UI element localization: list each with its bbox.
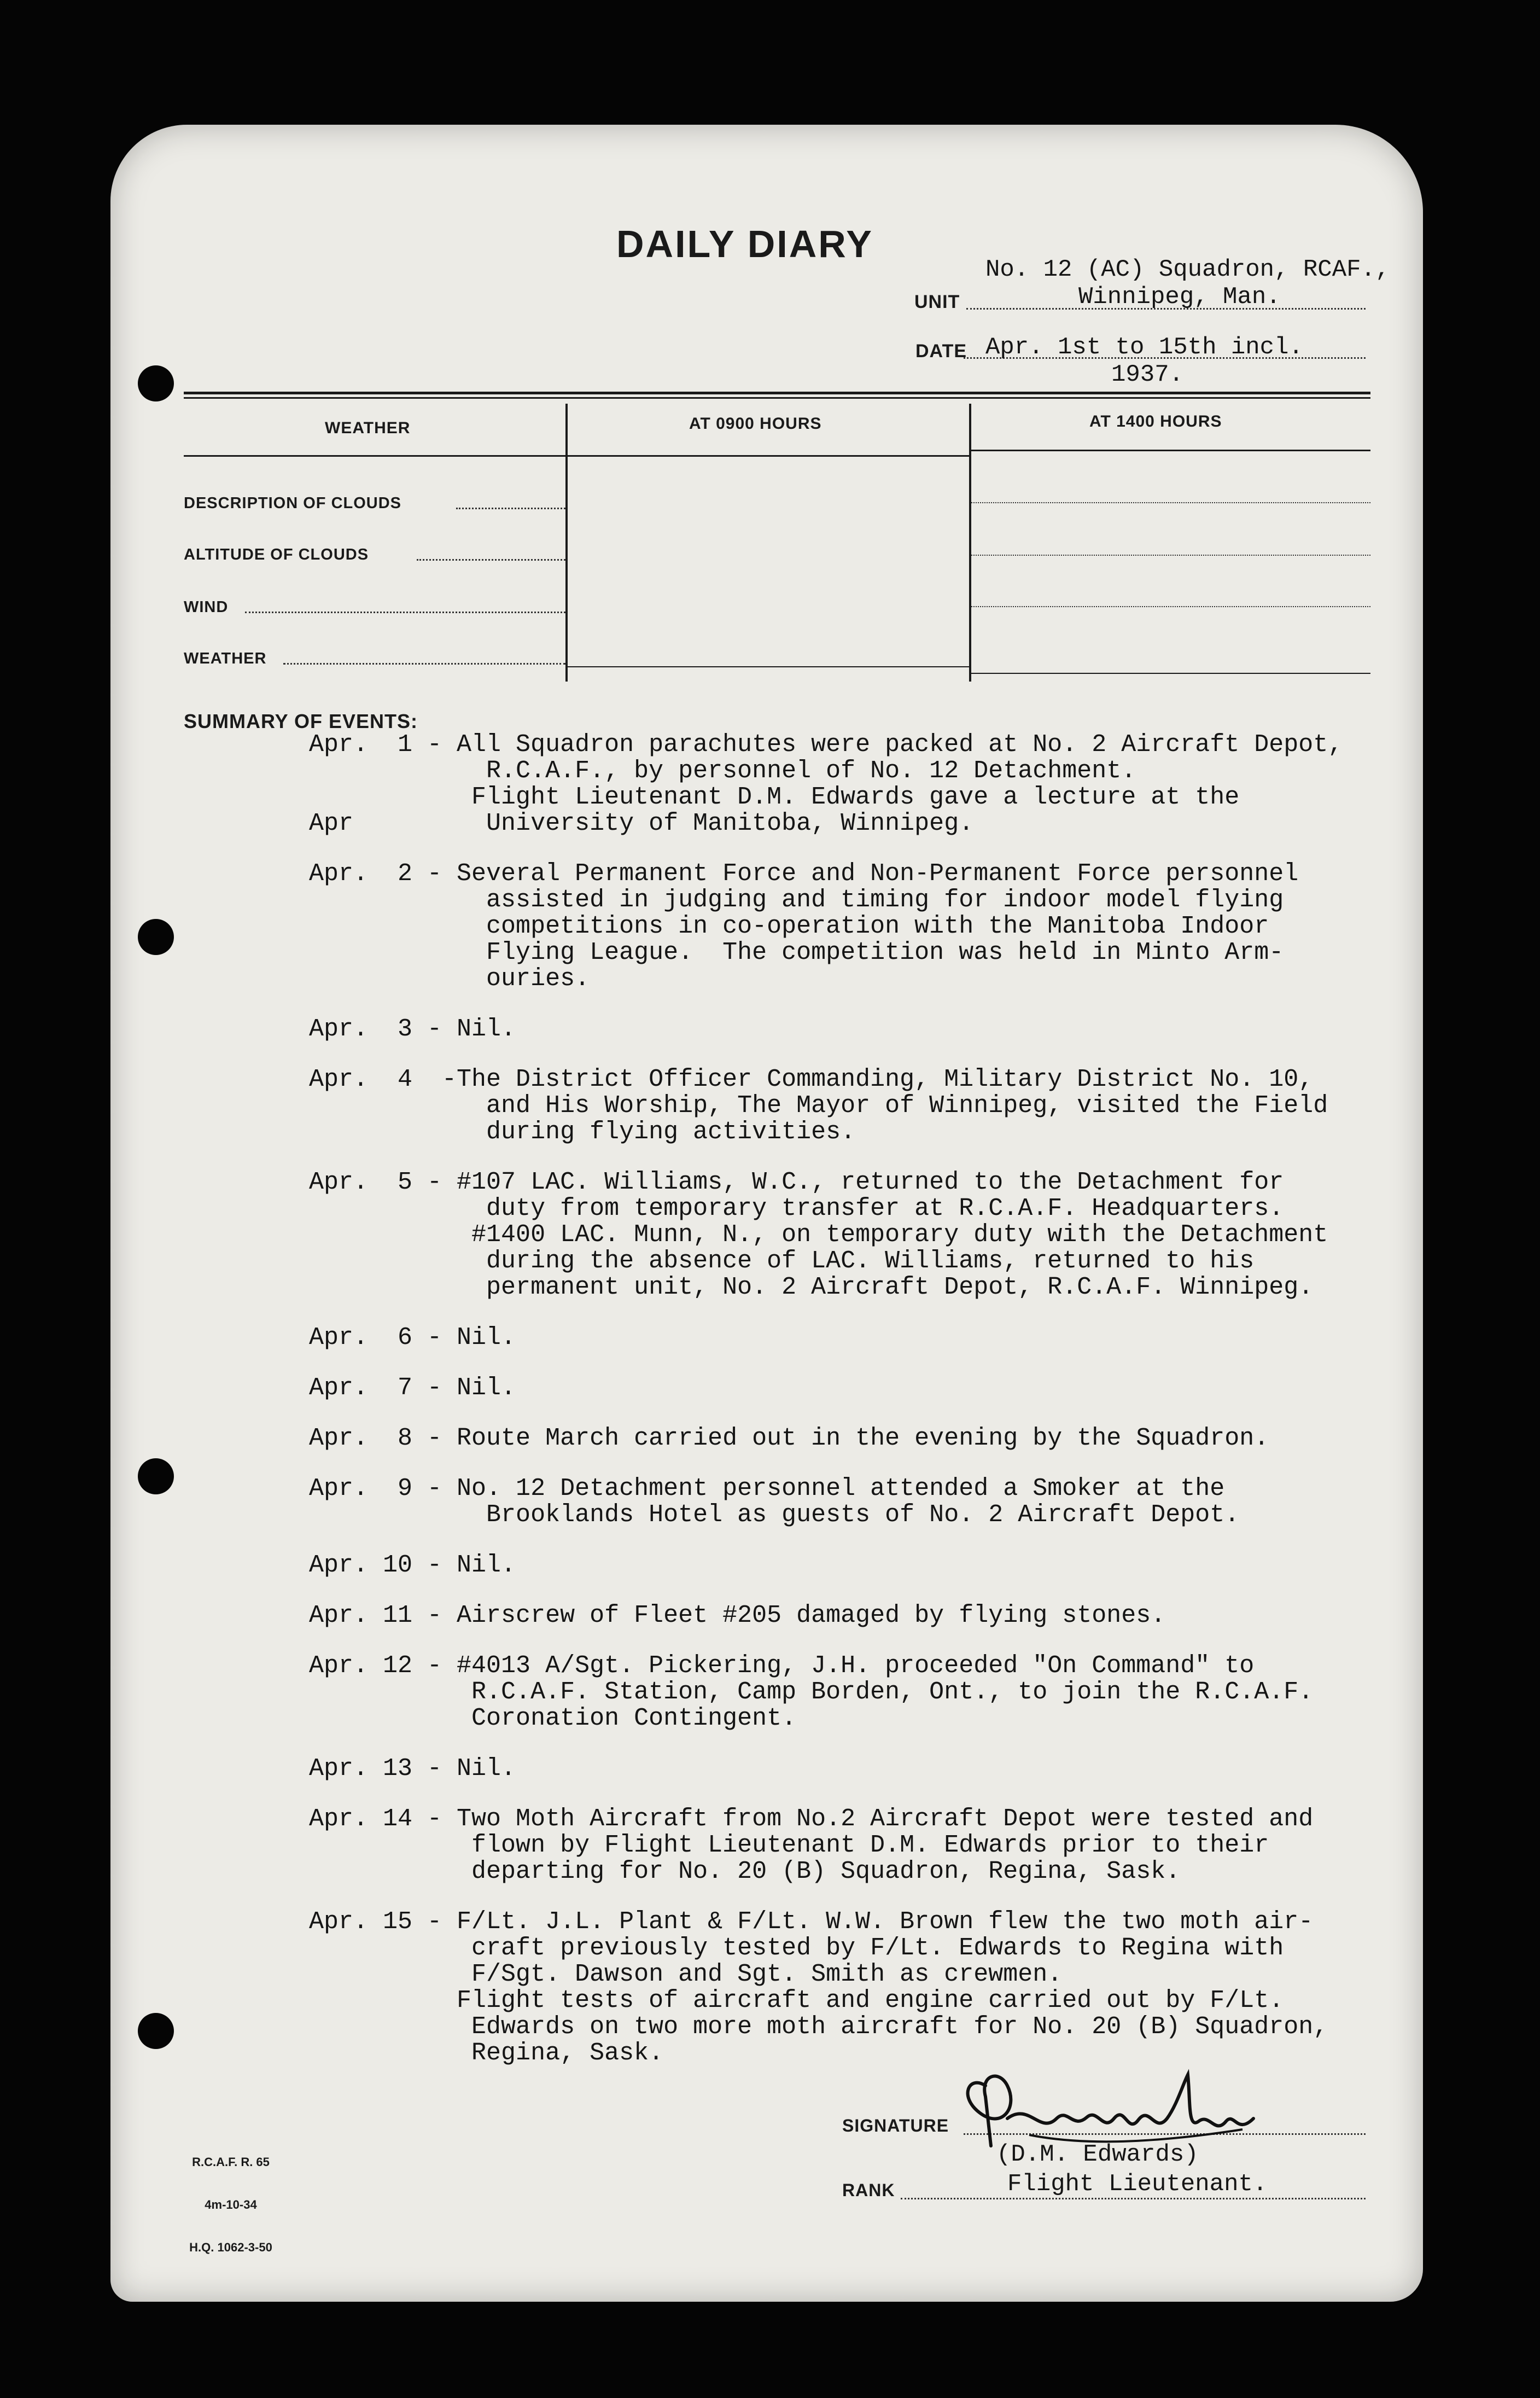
cell-line: [971, 606, 1370, 607]
form-line: H.Q. 1062-3-50: [189, 2240, 272, 2254]
event-spacer: [309, 1301, 1419, 1325]
cell-line: [568, 666, 969, 667]
event-spacer: [309, 1782, 1419, 1806]
date-value: Apr. 1st to 15th incl.: [985, 334, 1303, 361]
event-line: Apr. 5 - #107 LAC. Williams, W.C., returned to the Detachment for: [309, 1168, 1284, 1196]
event-line: Flight Lieutenant D.M. Edwards gave a lecture at the: [309, 783, 1240, 811]
table-top-rule-2: [184, 397, 1370, 399]
diary-page: [110, 125, 1423, 2302]
event-line: R.C.A.F. Station, Camp Borden, Ont., to join the R.C.A.F.: [309, 1678, 1314, 1706]
form-line: 4m-10-34: [205, 2198, 257, 2211]
event-line: and His Worship, The Mayor of Winnipeg, visited the Field: [309, 1092, 1328, 1120]
header-underline: [184, 455, 565, 457]
event-line: R.C.A.F., by personnel of No. 12 Detachment.: [309, 757, 1136, 785]
unit-value: Winnipeg, Man.: [1078, 283, 1281, 311]
event-line: Apr. 3 - Nil.: [309, 1015, 516, 1043]
punch-hole: [138, 365, 174, 401]
event-line: Brooklands Hotel as guests of No. 2 Aircraft Depot.: [309, 1501, 1240, 1529]
page-title: DAILY DIARY: [616, 223, 873, 265]
1400-col-header: AT 1400 HOURS: [1089, 412, 1222, 430]
date-year: 1937.: [1111, 361, 1184, 388]
event-line: Apr. 13 - Nil.: [309, 1755, 516, 1783]
event-line: F/Sgt. Dawson and Sgt. Smith as crewmen.: [309, 1960, 1063, 1988]
punch-hole: [138, 2013, 174, 2049]
event-spacer: [309, 1351, 1419, 1375]
unit-line-1: No. 12 (AC) Squadron, RCAF.,: [985, 256, 1390, 283]
cell-line: [971, 555, 1370, 556]
event-line: Edwards on two more moth aircraft for No. 20 (B) Squadron,: [309, 2013, 1328, 2041]
date-label: DATE: [915, 341, 967, 362]
events-list: [309, 732, 1419, 2067]
event-line: permanent unit, No. 2 Aircraft Depot, R.C.A.F. Winnipeg.: [309, 1273, 1314, 1301]
punch-hole: [138, 919, 174, 955]
event-line: Regina, Sask.: [309, 2039, 664, 2067]
event-line: flown by Flight Lieutenant D.M. Edwards prior to their: [309, 1831, 1269, 1859]
row-leader: [456, 508, 565, 509]
event-spacer: [309, 1043, 1419, 1067]
event-line: duty from temporary transfer at R.C.A.F. Headquarters.: [309, 1195, 1284, 1223]
event-spacer: [309, 992, 1419, 1016]
event-line: #1400 LAC. Munn, N., on temporary duty with the Detachment: [309, 1221, 1328, 1249]
0900-col-header: AT 0900 HOURS: [689, 415, 822, 433]
event-line: Flying League. The competition was held in Minto Arm-: [309, 939, 1284, 967]
signature-label: SIGNATURE: [842, 2116, 949, 2135]
event-spacer: [309, 1145, 1419, 1169]
row-weather: WEATHER: [184, 650, 267, 667]
event-spacer: [309, 1732, 1419, 1756]
cell-line: [971, 502, 1370, 503]
punch-hole: [138, 1458, 174, 1494]
event-line: Apr. 9 - No. 12 Detachment personnel attended a Smoker at the: [309, 1475, 1225, 1503]
event-spacer: [309, 1579, 1419, 1603]
event-line: Coronation Contingent.: [309, 1704, 797, 1732]
event-line: Apr. 4 -The District Officer Commanding, Military District No. 10,: [309, 1066, 1314, 1093]
event-line: craft previously tested by F/Lt. Edwards to Regina with: [309, 1934, 1284, 1962]
summary-label: SUMMARY OF EVENTS:: [184, 710, 418, 732]
row-description-of-clouds: DESCRIPTION OF CLOUDS: [184, 494, 402, 512]
column-divider: [565, 404, 568, 682]
form-line: R.C.A.F. R. 65: [192, 2155, 270, 2169]
event-spacer: [309, 1528, 1419, 1552]
event-line: Flight tests of aircraft and engine carried out by F/Lt.: [309, 1987, 1284, 2015]
event-line: Apr. 14 - Two Moth Aircraft from No.2 Aircraft Depot were tested and: [309, 1805, 1314, 1833]
rank-value: Flight Lieutenant.: [1007, 2170, 1268, 2198]
signature-name: (D.M. Edwards): [996, 2141, 1199, 2168]
header-underline: [971, 450, 1370, 451]
rank-label: RANK: [842, 2180, 895, 2200]
event-line: Apr. 10 - Nil.: [309, 1551, 516, 1579]
event-line: Apr. 15 - F/Lt. J.L. Plant & F/Lt. W.W. Brown flew the two moth air-: [309, 1908, 1314, 1936]
table-top-rule: [184, 392, 1370, 394]
row-leader: [245, 612, 565, 613]
event-spacer: [309, 837, 1419, 861]
row-wind: WIND: [184, 598, 229, 616]
event-line: Apr. 12 - #4013 A/Sgt. Pickering, J.H. proceeded "On Command" to: [309, 1652, 1255, 1680]
event-line: competitions in co-operation with the Manitoba Indoor: [309, 912, 1269, 940]
event-line: Apr University of Manitoba, Winnipeg.: [309, 810, 974, 837]
unit-label: UNIT: [914, 292, 960, 312]
column-divider: [969, 404, 971, 682]
event-line: Apr. 1 - All Squadron parachutes were packed at No. 2 Aircraft Depot,: [309, 731, 1343, 759]
event-line: during the absence of LAC. Williams, returned to his: [309, 1247, 1255, 1275]
row-leader: [417, 559, 565, 561]
event-spacer: [309, 1885, 1419, 1909]
event-spacer: [309, 1452, 1419, 1476]
event-line: Apr. 7 - Nil.: [309, 1374, 516, 1402]
event-spacer: [309, 1401, 1419, 1425]
event-line: ouries.: [309, 965, 590, 993]
event-line: departing for No. 20 (B) Squadron, Regina, Sask.: [309, 1858, 1181, 1885]
event-spacer: [309, 1629, 1419, 1653]
event-line: during flying activities.: [309, 1118, 856, 1146]
weather-col-header: WEATHER: [325, 419, 411, 437]
event-line: Apr. 2 - Several Permanent Force and Non-Permanent Force personnel: [309, 860, 1299, 888]
event-line: Apr. 6 - Nil.: [309, 1324, 516, 1352]
row-altitude-of-clouds: ALTITUDE OF CLOUDS: [184, 546, 369, 563]
header-underline: [568, 455, 969, 457]
event-line: assisted in judging and timing for indoor model flying: [309, 886, 1284, 914]
form-number-stamp: [176, 2127, 285, 2283]
cell-line: [971, 673, 1370, 674]
event-line: Apr. 8 - Route March carried out in the evening by the Squadron.: [309, 1424, 1269, 1452]
event-line: Apr. 11 - Airscrew of Fleet #205 damaged by flying stones.: [309, 1602, 1166, 1629]
row-leader: [283, 663, 565, 665]
rank-underline: [901, 2198, 1366, 2199]
